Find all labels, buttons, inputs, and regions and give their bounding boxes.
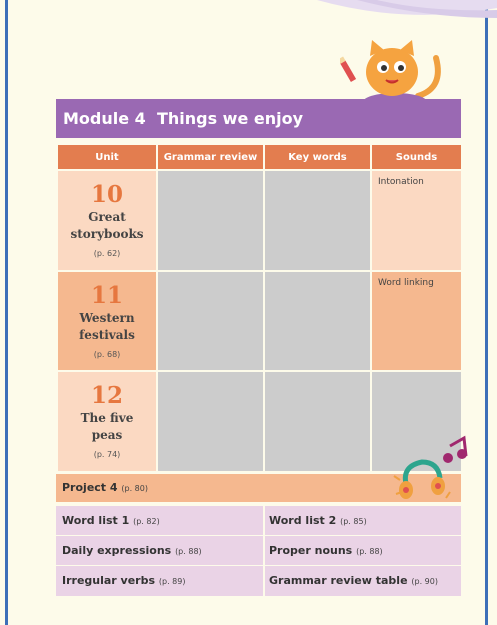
grammar-review-cell	[157, 170, 264, 271]
list-item-label: Daily expressions	[62, 544, 172, 557]
list-item[interactable]	[263, 536, 463, 565]
sounds-cell	[371, 170, 462, 271]
appendix-list	[56, 506, 461, 596]
divider	[56, 565, 461, 566]
header-sounds: Sounds	[371, 144, 462, 170]
grammar-review-cell	[157, 271, 264, 371]
unit-number: 12	[90, 382, 123, 409]
list-item[interactable]	[263, 566, 463, 595]
header-key-words: Key words	[264, 144, 371, 170]
grammar-review-cell	[157, 371, 264, 472]
unit-cell[interactable]	[57, 271, 157, 371]
unit-page: (p. 62)	[93, 249, 121, 258]
list-item-label: Proper nouns	[269, 544, 353, 557]
unit-title: Western festivals	[79, 311, 135, 342]
key-words-cell	[264, 371, 371, 472]
sounds-cell	[371, 271, 462, 371]
sounds-text: Word linking	[378, 278, 434, 288]
divider	[56, 535, 461, 536]
contents-table	[56, 143, 463, 473]
sounds-text: Intonation	[378, 177, 424, 187]
table-row	[57, 271, 462, 371]
unit-number: 10	[90, 181, 123, 208]
table-header-row	[57, 144, 462, 170]
unit-number: 11	[90, 282, 123, 309]
unit-page: (p. 68)	[93, 350, 121, 359]
header-unit: Unit	[57, 144, 157, 170]
unit-page: (p. 74)	[93, 450, 121, 459]
module-subtitle: Things we enjoy	[156, 109, 304, 128]
module-number: Module 4	[63, 109, 146, 128]
list-item-page: (p. 88)	[356, 547, 383, 556]
headphones-icon	[392, 432, 472, 502]
project-label: Project 4	[62, 481, 118, 494]
list-item-label: Word list 1	[62, 514, 130, 527]
table-row	[57, 170, 462, 271]
list-item-page: (p. 89)	[158, 577, 186, 586]
list-item-page: (p. 90)	[411, 577, 438, 586]
list-item[interactable]	[263, 506, 463, 535]
list-item-page: (p. 88)	[175, 547, 202, 556]
module-title-bar	[56, 99, 461, 138]
list-item-page: (p. 85)	[340, 517, 367, 526]
header-grammar-review: Grammar review	[157, 144, 264, 170]
list-item-label: Irregular verbs	[62, 574, 156, 587]
list-item[interactable]	[56, 506, 256, 535]
unit-cell[interactable]	[57, 170, 157, 271]
list-item[interactable]	[56, 566, 256, 595]
key-words-cell	[264, 170, 371, 271]
list-item-label: Grammar review table	[269, 574, 408, 587]
decorative-swoosh	[317, 0, 497, 40]
list-item[interactable]	[56, 536, 256, 565]
key-words-cell	[264, 271, 371, 371]
unit-cell[interactable]	[57, 371, 157, 472]
unit-title: Great storybooks	[70, 210, 144, 241]
divider	[263, 506, 265, 596]
list-item-page: (p. 82)	[133, 517, 160, 526]
sounds-text	[372, 372, 461, 378]
project-page: (p. 80)	[121, 484, 148, 493]
unit-title: The five peas	[80, 411, 134, 442]
list-item-label: Word list 2	[269, 514, 337, 527]
